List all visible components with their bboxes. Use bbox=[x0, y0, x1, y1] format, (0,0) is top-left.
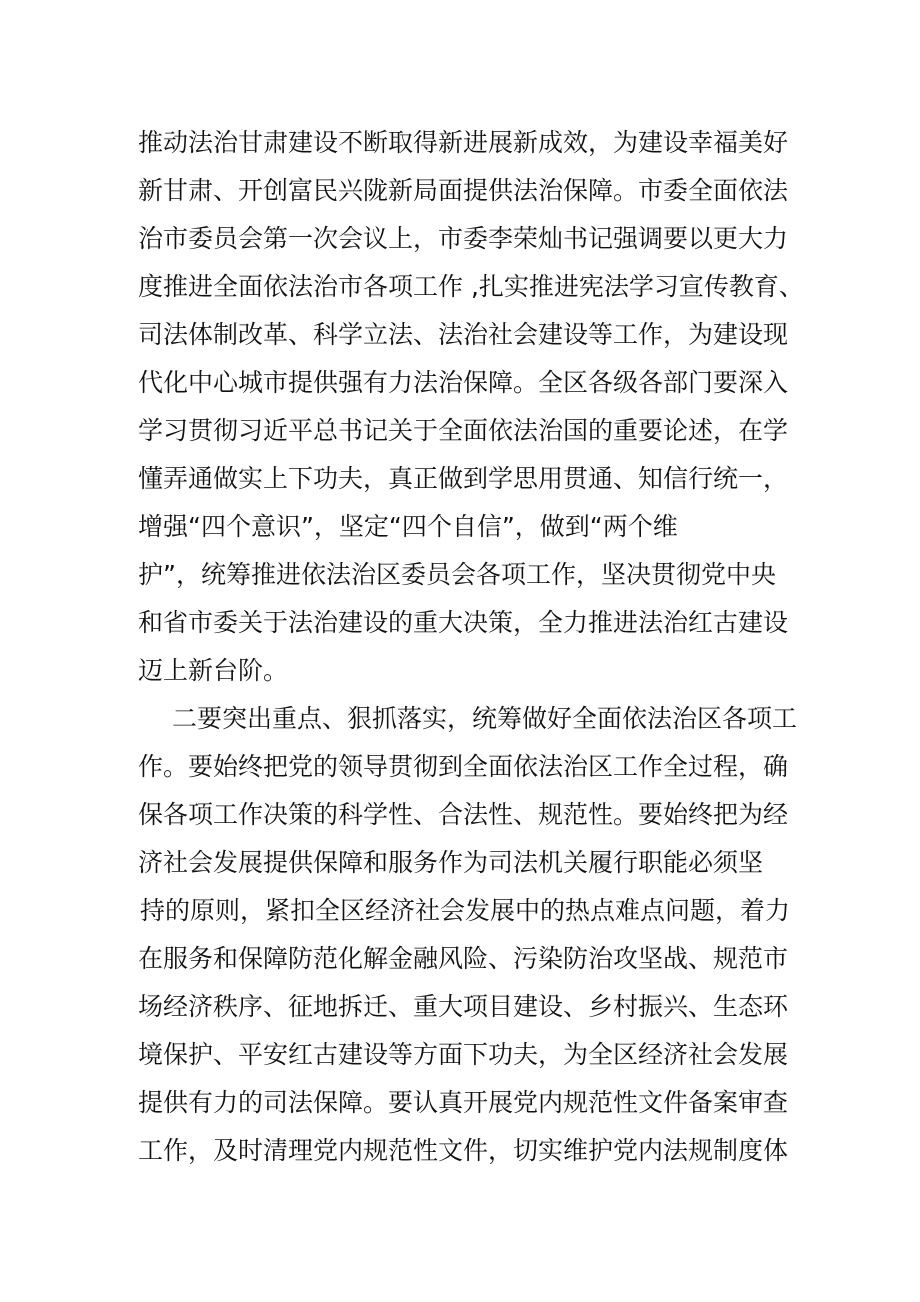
text-line: 新甘肃、开创富民兴陇新局面提供法治保障。市委全面依法 bbox=[138, 176, 789, 205]
text-line: 推动法治甘肃建设不断取得新进展新成效，为建设幸福美好 bbox=[138, 128, 789, 157]
text-line: 度推进全面依法治市各项工作 ,扎实推进宪法学习宣传教育、 bbox=[138, 272, 804, 301]
text-line: 持的原则，紧扣全区经济社会发展中的热点难点问题，着力 bbox=[140, 896, 791, 925]
text-line: 和省市委关于法治建设的重大决策，全力推进法治红古建设 bbox=[138, 608, 789, 637]
text-line: 保各项工作决策的科学性、合法性、规范性。要始终把为经 bbox=[138, 800, 789, 829]
text-line: 护”，统筹推进依法治区委员会各项工作，坚决贯彻党中央 bbox=[138, 560, 776, 589]
document-body bbox=[138, 119, 804, 1175]
text-line: 治市委员会第一次会议上，市委李荣灿书记强调要以更大力 bbox=[138, 224, 789, 253]
text-line: 在服务和保障防范化解金融风险、污染防治攻坚战、规范市 bbox=[138, 944, 789, 973]
text-line: 学习贯彻习近平总书记关于全面依法治国的重要论述，在学 bbox=[138, 416, 789, 445]
text-line: 工作，及时清理党内规范性文件，切实维护党内法规制度体 bbox=[138, 1136, 789, 1165]
text-line: 懂弄通做实上下功夫，真正做到学思用贯通、知信行统一， bbox=[138, 464, 789, 493]
text-line: 提供有力的司法保障。要认真开展党内规范性文件备案审查 bbox=[138, 1088, 789, 1117]
text-line: 济社会发展提供保障和服务作为司法机关履行职能必须坚 bbox=[138, 848, 764, 877]
text-line: 迈上新台阶。 bbox=[138, 656, 289, 685]
paragraph-start-line: 二要突出重点、狠抓落实，统筹做好全面依法治区各项工 bbox=[172, 704, 798, 733]
text-line: 场经济秩序、征地拆迁、重大项目建设、乡村振兴、生态环 bbox=[138, 992, 789, 1021]
text-line: 代化中心城市提供强有力法治保障。全区各级各部门要深入 bbox=[138, 368, 789, 397]
text-line: 境保护、平安红古建设等方面下功夫，为全区经济社会发展 bbox=[138, 1040, 789, 1069]
text-line: 增强“四个意识”，坚定“四个自信”，做到“两个维 bbox=[138, 512, 678, 541]
text-line: 司法体制改革、科学立法、法治社会建设等工作，为建设现 bbox=[138, 320, 789, 349]
text-line: 作。要始终把党的领导贯彻到全面依法治区工作全过程，确 bbox=[138, 752, 789, 781]
